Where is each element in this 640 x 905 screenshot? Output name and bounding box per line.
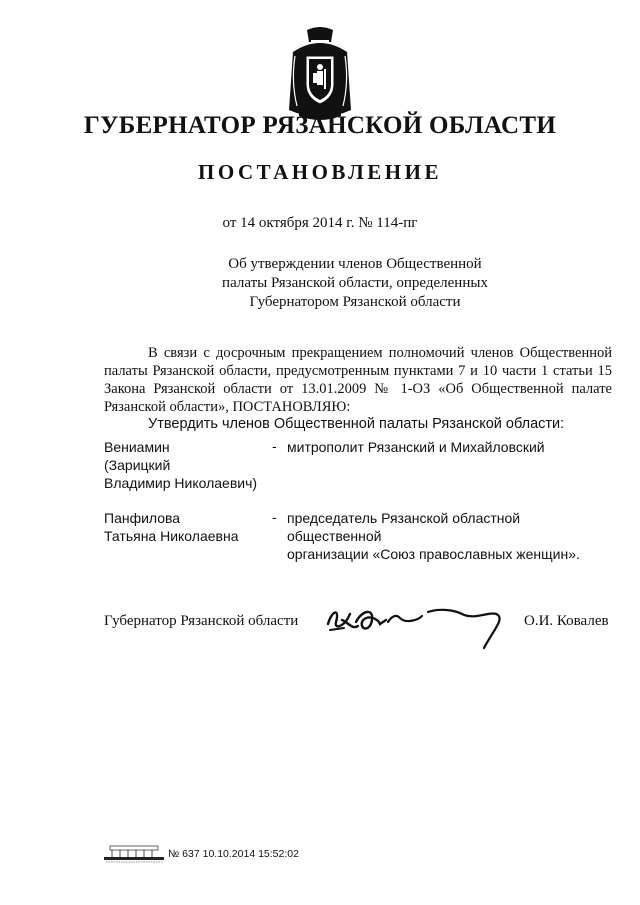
signatory-name: О.И. Ковалев bbox=[524, 613, 609, 629]
member-name bbox=[104, 438, 274, 492]
registration-stamp-icon bbox=[102, 844, 166, 864]
document-subject bbox=[200, 255, 510, 312]
registration-number: № 637 10.10.2014 15:52:02 bbox=[168, 848, 299, 860]
member-dash: - bbox=[272, 509, 277, 525]
issuer-heading: ГУБЕРНАТОР РЯЗАНСКОЙ ОБЛАСТИ bbox=[83, 112, 557, 139]
subject-line: палаты Рязанской области, определенных bbox=[222, 275, 488, 291]
member-role bbox=[287, 509, 607, 563]
coat-of-arms-icon bbox=[285, 26, 355, 124]
preamble-paragraph bbox=[104, 344, 612, 416]
member-name-line: Татьяна Николаевна bbox=[104, 528, 239, 544]
member-name bbox=[104, 509, 274, 545]
member-role bbox=[287, 438, 607, 456]
signatory-title: Губернатор Рязанской области bbox=[104, 613, 299, 629]
member-role-line: организации «Союз православных женщин». bbox=[287, 546, 580, 562]
document-type: ПОСТАНОВЛЕНИЕ bbox=[198, 160, 442, 184]
member-name-line: Вениамин bbox=[104, 439, 170, 455]
member-name-line: Панфилова bbox=[104, 510, 181, 526]
document-date-number: от 14 октября 2014 г. № 114-пг bbox=[222, 215, 418, 231]
member-name-line: (Зарицкий bbox=[104, 457, 171, 473]
subject-line: Губернатором Рязанской области bbox=[249, 294, 461, 310]
member-dash: - bbox=[272, 438, 277, 454]
handwritten-signature bbox=[322, 600, 512, 650]
member-role-line: митрополит Рязанский и Михайловский bbox=[287, 439, 545, 455]
approve-statement: Утвердить членов Общественной палаты Рязанской области: bbox=[148, 416, 565, 432]
member-name-line: Владимир Николаевич) bbox=[104, 475, 258, 491]
subject-line: Об утверждении членов Общественной bbox=[228, 256, 482, 272]
member-role-line: председатель Рязанской областной общественной bbox=[287, 510, 521, 544]
preamble-text: В связи с досрочным прекращением полномочий членов Общественной палаты Рязанской области, предусмотренным пунктами 7 и 10 части 1 статьи 15 Закона Рязанской области от 13.01.2009 № 1-ОЗ «Об Общественной палате Рязанской области», ПОСТАНОВЛЯЮ: bbox=[104, 345, 612, 415]
